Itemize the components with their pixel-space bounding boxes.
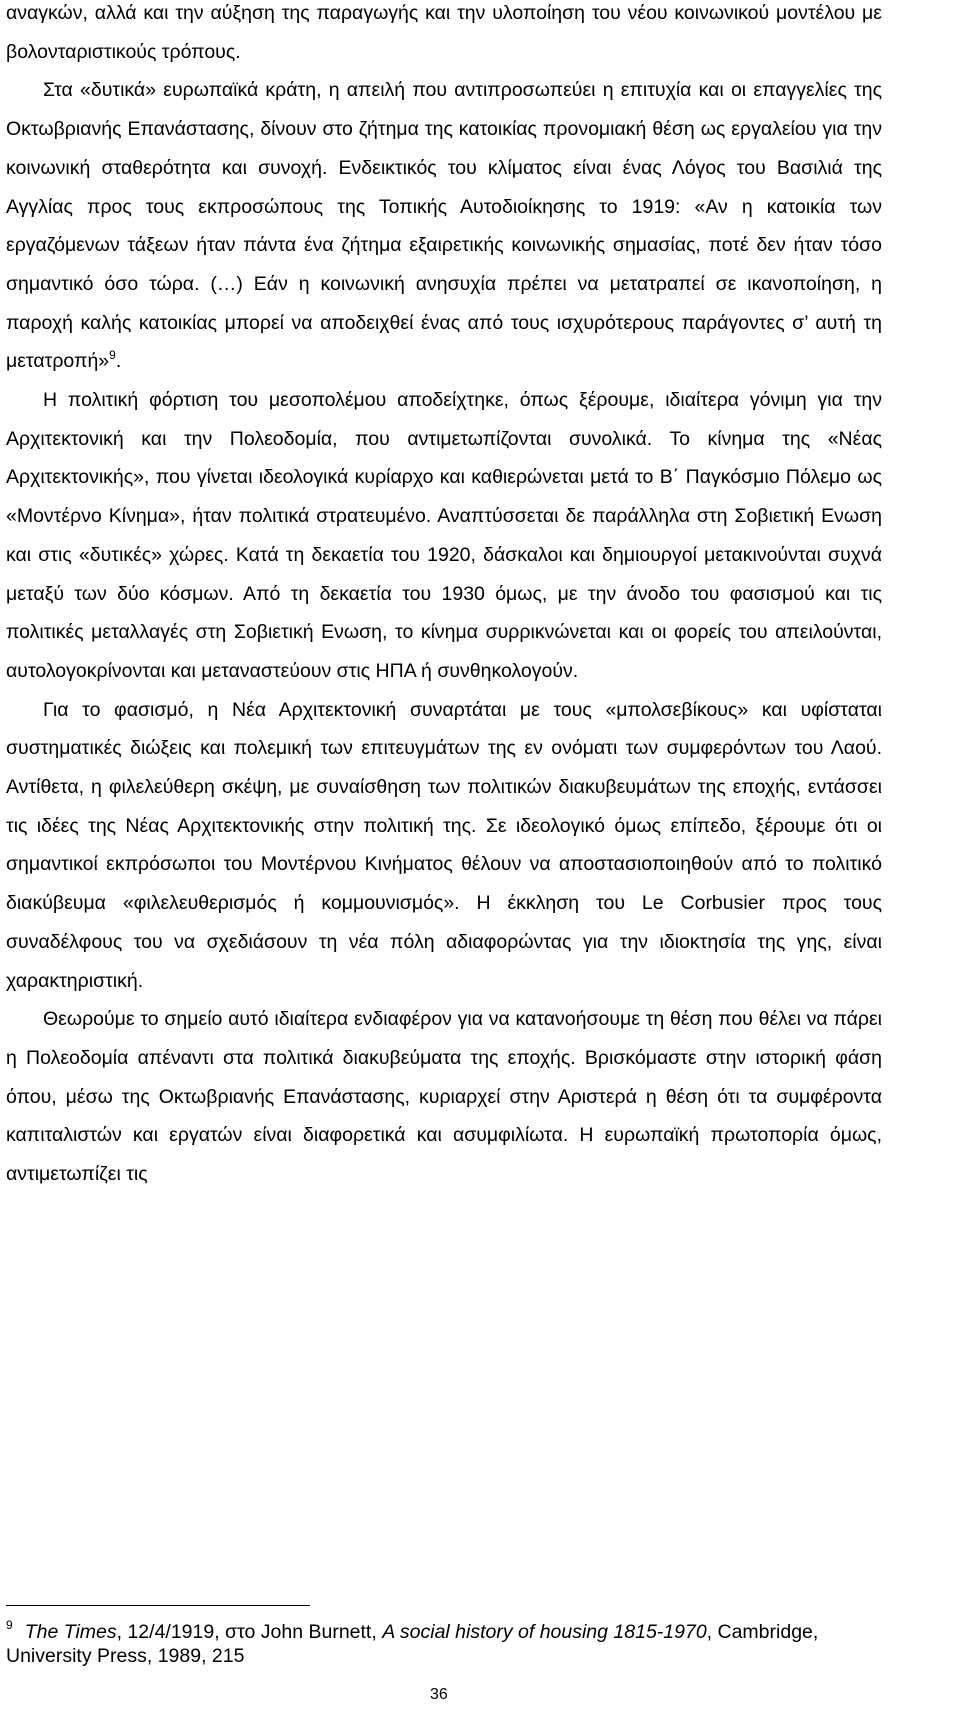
paragraph: [6, 71, 882, 381]
paragraph-text: Θεωρούμε το σημείο αυτό ιδιαίτερα ενδιαφέρον για να κατανοήσουμε τη θέση που θέλει να πάρει η Πολεοδομία απέναντι στα πολιτικά διακυβεύματα της εποχής. Βρισκόμαστε στην ιστορική φάση όπου, μέσω της Οκτωβριανής Επανάστασης, κυριαρχεί στην Αριστερά η θέση ότι τα συμφέροντα καπιταλιστών και εργατών είναι διαφορετικά και ασυμφιλίωτα. Η ευρωπαϊκή πρωτοπορία όμως, αντιμετωπίζει τις: [6, 1008, 882, 1186]
paragraph-text: Στα «δυτικά» ευρωπαϊκά κράτη, η απειλή που αντιπροσωπεύει η επιτυχία και οι επαγγελίες της Οκτωβριανής Επανάστασης, δίνουν στο ζήτημα της κατοικίας προνομιακή θέση ως εργαλείου για την κοινωνική σταθερότητα και συνοχή. Ενδεικτικός του κλίματος είναι ένας Λόγος του Βασιλιά της Αγγλίας προς τους εκπροσώπους της Τοπικής Αυτοδιοίκησης το 1919: «Αν η κατοικία των εργαζόμενων τάξεων ήταν πάντα ένα ζήτημα εξαιρετικής κοινωνικής σημασίας, ποτέ δεν ήταν τόσο σημαντικό όσο τώρα. (…) Εάν η κοινωνική ανησυχία πρέπει να μετατραπεί σε ικανοποίηση, η παροχή καλής κατοικίας μπορεί να αποδειχθεί ένας από τους ισχυρότερους παράγοντες σ’ αυτή τη μετατροπή»: [6, 79, 882, 373]
footnote-title: A social history of housing 1815-1970: [382, 1621, 707, 1643]
paragraph-text: αναγκών, αλλά και την αύξηση της παραγωγής και την υλοποίηση του νέου κοινωνικού μοντέλου με βολονταριστικούς τρόπους.: [6, 2, 882, 63]
footnote: [6, 1620, 886, 1668]
paragraph-text: Για το φασισμό, η Νέα Αρχιτεκτονική συναρτάται με τους «μπολσεβίκους» και υφίσταται συστηματικές διώξεις και πολεμική των επιτευγμάτων της εν ονόματι των συμφερόντων του Λαού. Αντίθετα, η φιλελεύθερη σκέψη, με συναίσθηση των πολιτικών διακυβευμάτων της εποχής, εντάσσει τις ιδέες της Νέας Αρχιτεκτονικής στην πολιτική της. Σε ιδεολογικό όμως επίπεδο, ξέρουμε ότι οι σημαντικοί εκπρόσωποι του Μοντέρνου Κινήματος θέλουν να αποστασιοποιηθούν από το πολιτικό διακύβευμα «φιλελευθερισμός ή κομμουνισμός». Η έκκληση του Le Corbusier προς τους συναδέλφους του να σχεδιάσουν τη νέα πόλη αδιαφορώντας για την ιδιοκτησία της γης, είναι χαρακτηριστική.: [6, 698, 882, 992]
body-text: [6, 0, 882, 1194]
footnote-reference: 9: [109, 348, 116, 363]
footnote-segment: , Cambridge, University Press, 1989, 215: [6, 1621, 819, 1667]
paragraph-text: Η πολιτική φόρτιση του μεσοπολέμου αποδείχτηκε, όπως ξέρουμε, ιδιαίτερα γόνιμη για την Αρχιτεκτονική και την Πολεοδομία, που αντιμετωπίζονται συνολικά. Το κίνημα της «Νέας Αρχιτεκτονικής», που γίνεται ιδεολογικά κυρίαρχο και καθιερώνεται μετά το Β΄ Παγκόσμιο Πόλεμο ως «Μοντέρνο Κίνημα», ήταν πολιτικά στρατευμένο. Αναπτύσσεται δε παράλληλα στη Σοβιετική Ενωση και στις «δυτικές» χώρες. Κατά τη δεκαετία του 1920, δάσκαλοι και δημιουργοί μετακινούνται συχνά μεταξύ των δύο κόσμων. Από τη δεκαετία του 1930 όμως, με την άνοδο του φασισμού και τις πολιτικές μεταλλαγές στη Σοβιετική Ενωση, το κίνημα συρρικνώνεται και οι φορείς του απειλούνται, αυτολογοκρίνονται και μεταναστεύουν στις ΗΠΑ ή συνθηκολογούν.: [6, 389, 882, 682]
paragraph: [6, 0, 882, 71]
footnote-segment: , 12/4/1919, στο John Burnett,: [116, 1621, 383, 1643]
paragraph: [6, 691, 882, 1001]
footnote-number: 9: [6, 1618, 13, 1632]
footnote-title: The Times: [24, 1621, 117, 1643]
footnote-separator: [6, 1605, 310, 1606]
paragraph-text: .: [115, 350, 122, 373]
footnote-text: [6, 1621, 818, 1667]
page-number: 36: [430, 1686, 448, 1703]
paragraph: [6, 1000, 882, 1194]
paragraph: [6, 381, 882, 691]
